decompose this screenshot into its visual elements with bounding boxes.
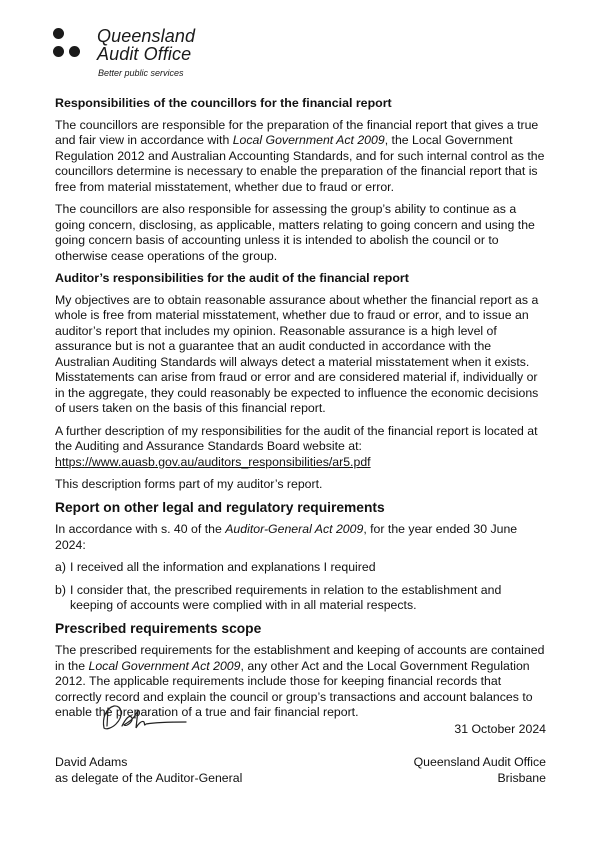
auditor-paragraph-2 <box>55 424 547 471</box>
qao-logo <box>53 25 253 81</box>
list-item <box>55 560 547 576</box>
signature-date: 31 October 2024 <box>454 722 546 736</box>
logo-name-line2: Audit Office <box>97 44 192 64</box>
act-title: Local Government Act 2009 <box>88 658 241 673</box>
signer-block <box>55 754 242 786</box>
logo-dot <box>53 28 64 39</box>
logo-tagline: Better public services <box>98 68 184 78</box>
list-item <box>55 583 547 614</box>
office-name: Queensland Audit Office <box>413 755 546 769</box>
text-run: A further description of my responsibilities for the audit of the financial report is located at the Auditing and Assurance Standards Board website at: <box>55 423 538 453</box>
text-run: , any other Act and the Local Government Regulation 2012. The applicable requirements include those for keeping financial records that correctly record and explain the council or group’s transactions and account balances to enable the preparation of a true and fair financial report. <box>55 658 533 719</box>
office-city: Brisbane <box>497 771 546 785</box>
list-text: I consider that, the prescribed requirements in relation to the establishment and keeping of accounts were complied with in all material respects. <box>70 582 502 612</box>
list-marker: a) <box>55 560 66 574</box>
text-run: The councillors are responsible for the preparation of the financial report that gives a true and fair view in accordance with <box>55 117 539 147</box>
councillors-paragraph-1 <box>55 118 547 196</box>
act-title: Auditor-General Act 2009 <box>225 522 364 536</box>
auditor-paragraph-1: My objectives are to obtain reasonable assurance about whether the financial report as a whole is free from material misstatement, whether due to fraud or error, and to issue an auditor’s report that includes my opinion. Reasonable assurance is a high level of assurance but is not a guarantee that an audit conducted in accordance with the Australian Auditing Standards will always detect a material misstatement when it exists. Misstatements can arise from fraud or error and are considered material if, individually or in the aggregate, they could reasonably be expected to influence the economic decisions of users taken on the basis of this financial report. <box>55 292 539 415</box>
logo-name-line1: Queensland <box>97 26 196 46</box>
logo-dot <box>69 46 80 57</box>
report-body <box>55 96 547 728</box>
councillors-paragraph-2: The councillors are also responsible for assessing the group’s ability to continue as a going concern, disclosing, as applicable, matters relating to going concern and using the going concern basis of accounting unless it is intended to abolish the council or to otherwise cease operations of the group. <box>55 202 535 263</box>
text-run: The prescribed requirements for the establishment and keeping of accounts are contained in the <box>55 643 545 673</box>
list-marker: b) <box>55 582 66 597</box>
text-run: , the Local Government Regulation 2012 and Australian Accounting Standards, and for such internal control as the councillors determine is necessary to enable the preparation of the financial report that is free from material misstatement, whether due to fraud or error. <box>55 133 545 194</box>
councillors-heading: Responsibilities of the councillors for the financial report <box>55 96 392 110</box>
logo-dot <box>53 46 64 57</box>
text-run: In accordance with s. 40 of the <box>55 522 226 536</box>
legal-intro <box>55 522 547 553</box>
legal-heading: Report on other legal and regulatory requirements <box>55 499 385 515</box>
auasb-link[interactable]: https://www.auasb.gov.au/auditors_responsibilities/ar5.pdf <box>55 454 371 469</box>
signature <box>98 700 188 734</box>
text-run: , for the year ended 30 June 2024: <box>55 522 518 552</box>
auditor-paragraph-3: This description forms part of my auditor’s report. <box>55 477 323 491</box>
signer-name: David Adams <box>55 755 128 769</box>
signer-role: as delegate of the Auditor-General <box>55 771 243 785</box>
scope-heading: Prescribed requirements scope <box>55 620 262 636</box>
act-title: Local Government Act 2009 <box>232 133 385 147</box>
auditor-heading: Auditor’s responsibilities for the audit of the financial report <box>55 271 409 285</box>
list-text: I received all the information and explanations I required <box>70 560 376 574</box>
office-block <box>414 754 546 786</box>
